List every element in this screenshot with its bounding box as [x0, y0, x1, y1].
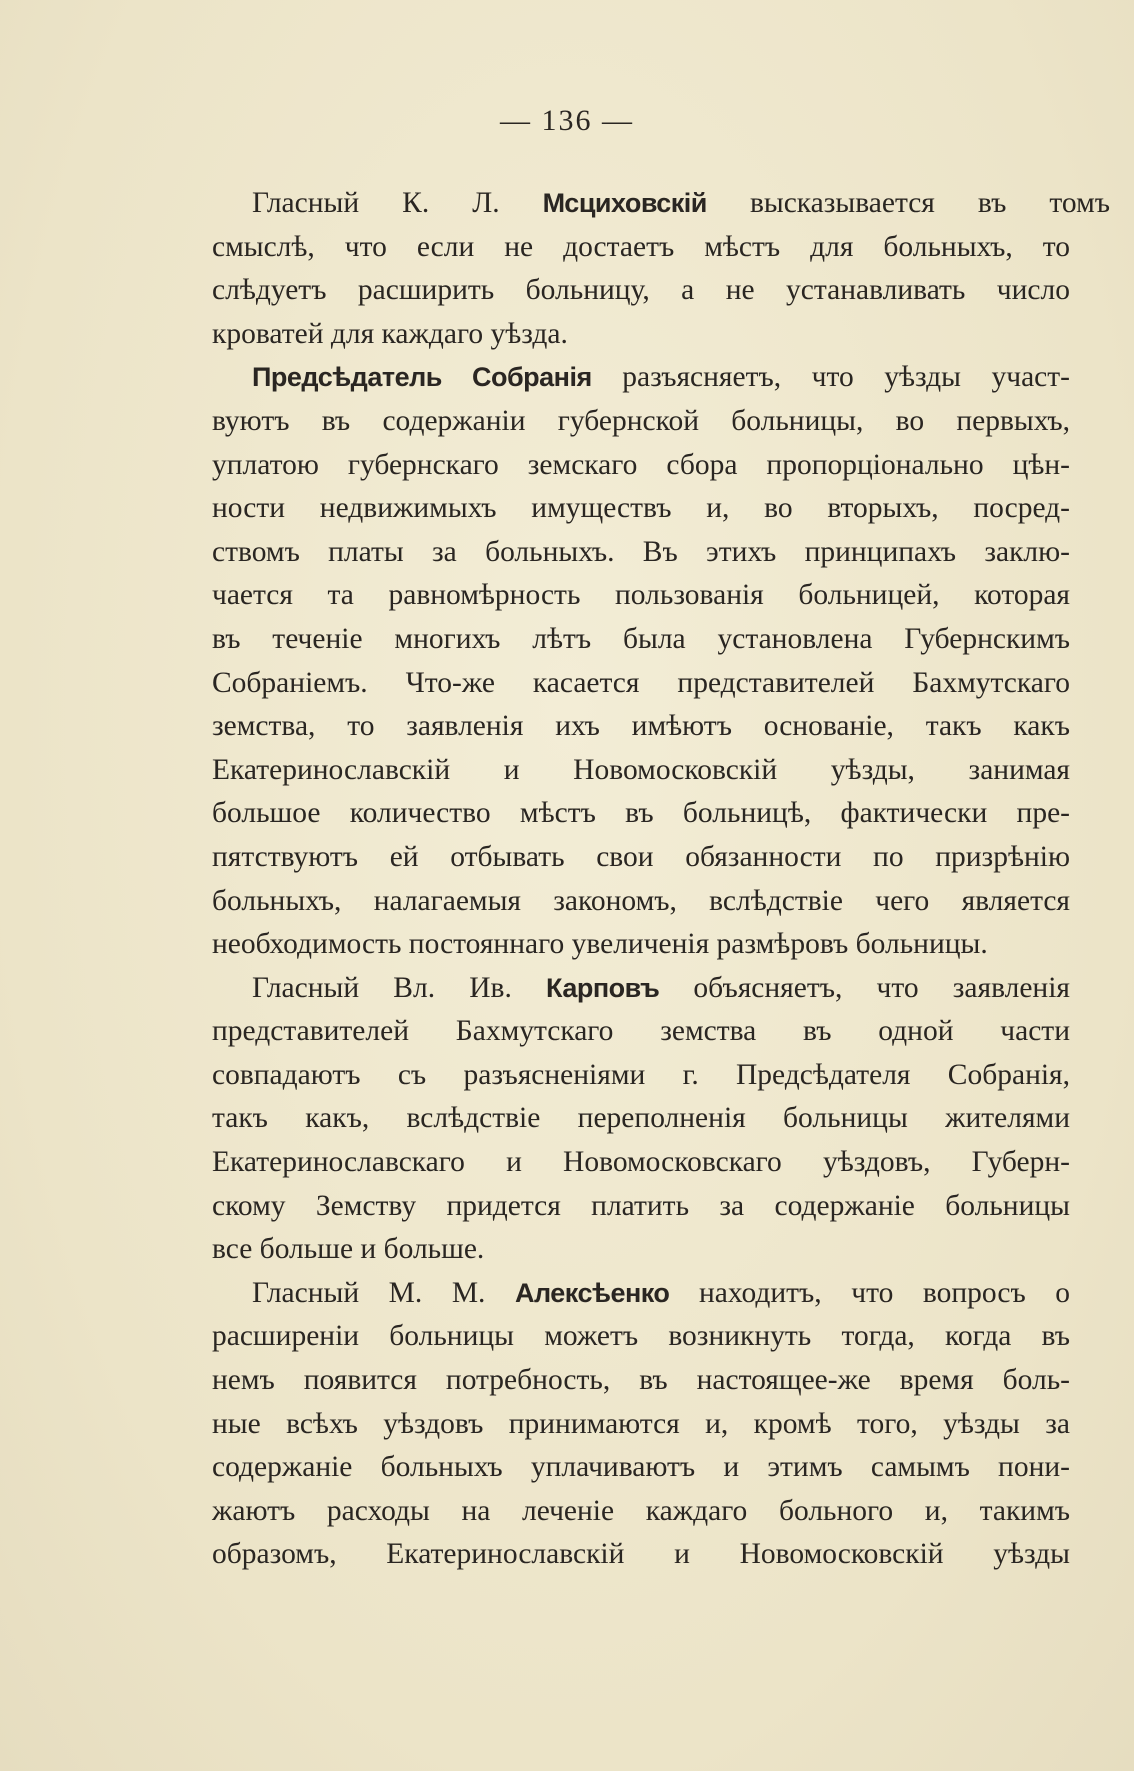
- text-line: [212, 1185, 1070, 1229]
- text-line: [212, 356, 1070, 400]
- text-line: [212, 313, 1070, 357]
- text-segment: ности недвижимыхъ имуществъ и, во вторыхъ, посред-: [212, 492, 1070, 525]
- text-segment: больныхъ, налагаемыя закономъ, вслѣдствіе чего является: [212, 884, 1070, 917]
- text-line: [212, 1446, 1070, 1490]
- text-segment: жаютъ расходы на леченіе каждаго больного и, такимъ: [212, 1494, 1070, 1527]
- text-segment: представителей Бахмутскаго земства въ одной части: [212, 1015, 1070, 1048]
- text-segment: немъ появится потребность, въ настоящее-же время боль-: [212, 1364, 1070, 1397]
- text-segment: уплатою губернскаго земскаго сбора пропорціонально цѣн-: [212, 448, 1070, 481]
- text-segment: находитъ, что вопросъ о: [669, 1276, 1070, 1309]
- paragraph: [212, 967, 1070, 1272]
- text-line: [212, 1010, 1070, 1054]
- text-segment: высказывается въ томъ: [706, 187, 1110, 219]
- text-line: [212, 1097, 1070, 1141]
- text-segment: пятствуютъ ей отбывать свои обязанности по призрѣнію: [212, 840, 1070, 873]
- text-line: [212, 1490, 1070, 1534]
- text-line: [212, 923, 1070, 967]
- text-segment: объясняетъ, что заявленія: [659, 971, 1070, 1004]
- page-body-text: [212, 182, 1110, 1577]
- text-segment: Екатеринославскаго и Новомосковскаго уѣздовъ, Губерн-: [212, 1146, 1070, 1179]
- text-line: [212, 1228, 1070, 1272]
- text-segment: вуютъ въ содержаніи губернской больницы, во первыхъ,: [212, 404, 1070, 437]
- text-line: [212, 1141, 1070, 1185]
- text-segment: содержаніе больныхъ уплачиваютъ и этимъ самымъ пони-: [212, 1451, 1070, 1484]
- text-segment: расширеніи больницы можетъ возникнуть тогда, когда въ: [212, 1320, 1070, 1353]
- speaker-name: Предсѣдатель Собранія: [252, 362, 592, 393]
- text-line: [212, 1403, 1070, 1447]
- text-segment: такъ какъ, вслѣдствіе переполненія больницы жителями: [212, 1102, 1070, 1135]
- text-segment: скому Земству придется платить за содержаніе больницы: [212, 1189, 1070, 1222]
- page-number: — 136 —: [500, 104, 634, 137]
- text-line: [212, 1272, 1070, 1316]
- text-line: [212, 226, 1070, 270]
- text-segment: чается та равномѣрность пользованія больницей, которая: [212, 579, 1070, 612]
- text-line: [212, 487, 1070, 531]
- text-line: [212, 400, 1070, 444]
- speaker-name: Карповъ: [546, 972, 660, 1003]
- text-line: [212, 1359, 1070, 1403]
- text-line: [212, 531, 1070, 575]
- text-line: [212, 269, 1070, 313]
- text-segment: смыслѣ, что если не достаетъ мѣстъ для больныхъ, то: [212, 230, 1070, 263]
- text-segment: Гласный М. М.: [252, 1276, 515, 1309]
- text-line: [212, 792, 1070, 836]
- text-segment: земства, то заявленія ихъ имѣютъ основаніе, такъ какъ: [212, 710, 1070, 743]
- text-line: [212, 182, 1110, 226]
- speaker-name: Алексѣенко: [514, 1277, 670, 1308]
- text-line: [212, 836, 1070, 880]
- paragraph: [212, 182, 1110, 356]
- text-segment: ные всѣхъ уѣздовъ принимаются и, кромѣ того, уѣзды за: [212, 1407, 1070, 1440]
- text-line: [212, 880, 1070, 924]
- text-segment: образомъ, Екатеринославскій и Новомосковскій уѣзды: [212, 1538, 1070, 1571]
- text-segment: кроватей для каждаго уѣзда.: [212, 317, 568, 350]
- paragraph: [212, 356, 1070, 966]
- text-line: [212, 618, 1070, 662]
- text-line: [212, 1054, 1070, 1098]
- text-segment: Екатеринославскій и Новомосковскій уѣзды, занимая: [212, 753, 1070, 786]
- text-segment: Гласный К. Л.: [251, 187, 543, 219]
- text-segment: Гласный Вл. Ив.: [252, 971, 547, 1004]
- text-segment: ствомъ платы за больныхъ. Въ этихъ принципахъ заклю-: [212, 535, 1070, 568]
- text-line: [212, 1315, 1070, 1359]
- text-line: [212, 705, 1070, 749]
- text-segment: разъясняетъ, что уѣзды участ-: [591, 361, 1070, 394]
- text-segment: необходимость постояннаго увеличенія размѣровъ больницы.: [212, 928, 988, 961]
- text-line: [212, 967, 1070, 1011]
- text-line: [212, 444, 1070, 488]
- text-line: [212, 574, 1070, 618]
- text-line: [212, 1533, 1070, 1577]
- text-segment: Собраніемъ. Что-же касается представителей Бахмутскаго: [212, 666, 1070, 699]
- text-segment: все больше и больше.: [212, 1233, 485, 1266]
- text-segment: въ теченіе многихъ лѣтъ была установлена Губернскимъ: [212, 622, 1070, 655]
- speaker-name: Мсциховскій: [542, 188, 707, 218]
- text-line: [212, 749, 1070, 793]
- text-segment: слѣдуетъ расширить больницу, а не устанавливать число: [212, 274, 1070, 307]
- text-segment: большое количество мѣстъ въ больницѣ, фактически пре-: [212, 797, 1070, 830]
- text-line: [212, 662, 1070, 706]
- text-segment: совпадаютъ съ разъясненіями г. Предсѣдателя Собранія,: [212, 1058, 1070, 1091]
- paragraph: [212, 1272, 1070, 1577]
